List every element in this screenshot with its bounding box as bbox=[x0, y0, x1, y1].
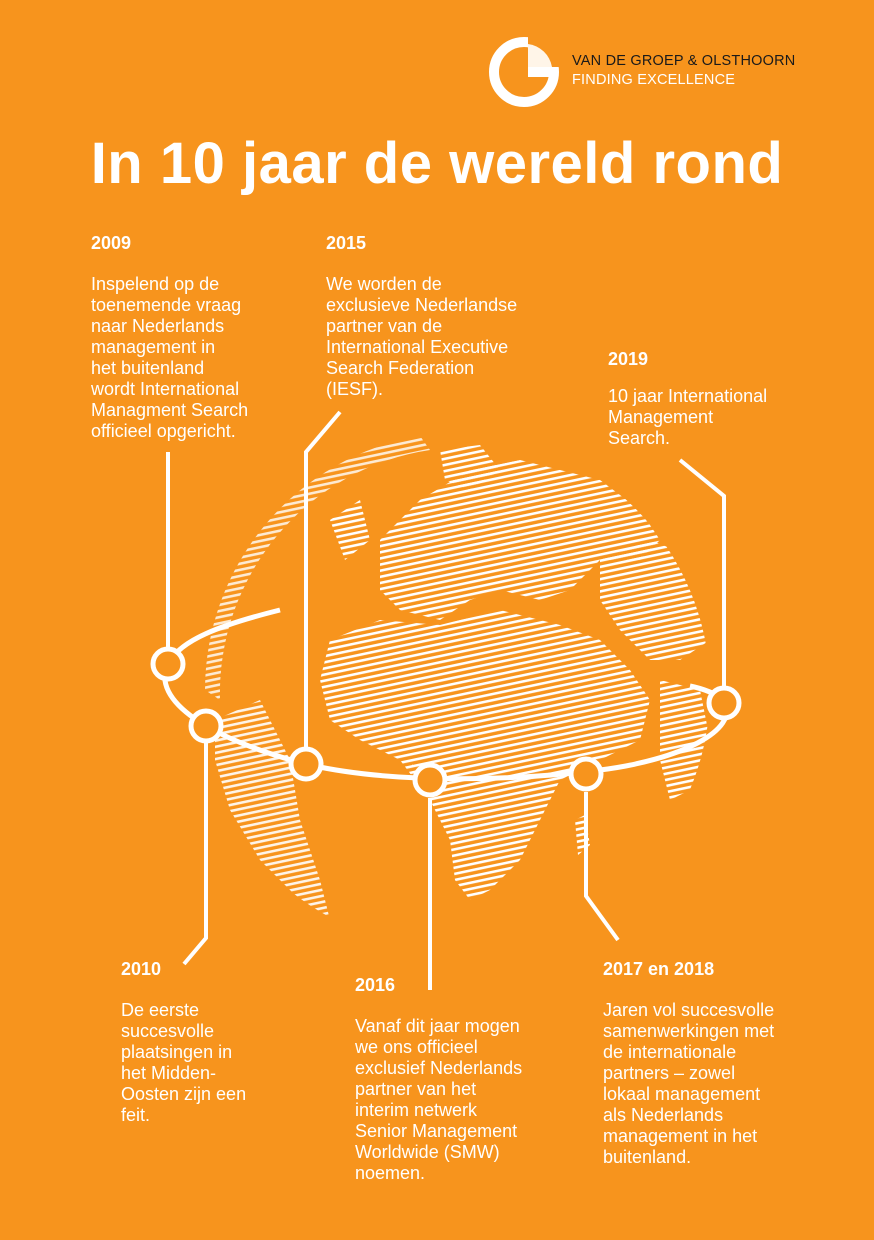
milestone-2016 bbox=[355, 974, 585, 1184]
milestone-text: Vanaf dit jaar mogen we ons officieel exclusief Nederlands partner van het interim netwerk Senior Management Worldwide (SMW) noemen. bbox=[355, 1016, 523, 1183]
milestone-2009 bbox=[91, 232, 311, 442]
milestone-2017-2018 bbox=[603, 958, 843, 1168]
milestone-year: 2010 bbox=[121, 959, 162, 979]
milestone-text: 10 jaar International Management Search. bbox=[608, 386, 768, 448]
page-title: In 10 jaar de wereld rond bbox=[90, 131, 784, 196]
marker-2019 bbox=[709, 688, 739, 718]
brand-tagline: FINDING EXCELLENCE bbox=[572, 72, 736, 88]
marker-2010 bbox=[191, 711, 221, 741]
milestone-text: We worden de exclusieve Nederlandse partner van de International Executive Search Federation (IESF). bbox=[326, 274, 518, 399]
marker-2009 bbox=[153, 649, 183, 679]
milestone-text: Jaren vol succesvolle samenwerkingen met de internationale partners – zowel lokaal management als Nederlands management in het buitenland. bbox=[603, 1000, 775, 1167]
marker-2015 bbox=[291, 749, 321, 779]
globe-landmasses bbox=[205, 436, 720, 920]
milestone-year: 2015 bbox=[326, 233, 367, 253]
milestone-text: Inspelend op de toenemende vraag naar Nederlands management in het buitenland wordt International Managment Search officieel opgericht. bbox=[91, 274, 249, 441]
milestone-2010 bbox=[121, 958, 321, 1126]
marker-2016 bbox=[415, 765, 445, 795]
connector-2010 bbox=[184, 742, 206, 964]
milestone-year: 2009 bbox=[91, 233, 132, 253]
milestone-year: 2017 en 2018 bbox=[603, 959, 715, 979]
milestone-text: De eerste succesvolle plaatsingen in het Midden- Oosten zijn een feit. bbox=[121, 1000, 247, 1125]
brand-name: VAN DE GROEP & OLSTHOORN bbox=[572, 53, 796, 69]
marker-2017-2018 bbox=[571, 759, 601, 789]
connector-2017-2018 bbox=[586, 792, 618, 940]
milestone-year: 2016 bbox=[355, 975, 396, 995]
milestone-2015 bbox=[326, 232, 576, 400]
milestone-year: 2019 bbox=[608, 349, 649, 369]
milestone-2019 bbox=[608, 348, 828, 449]
